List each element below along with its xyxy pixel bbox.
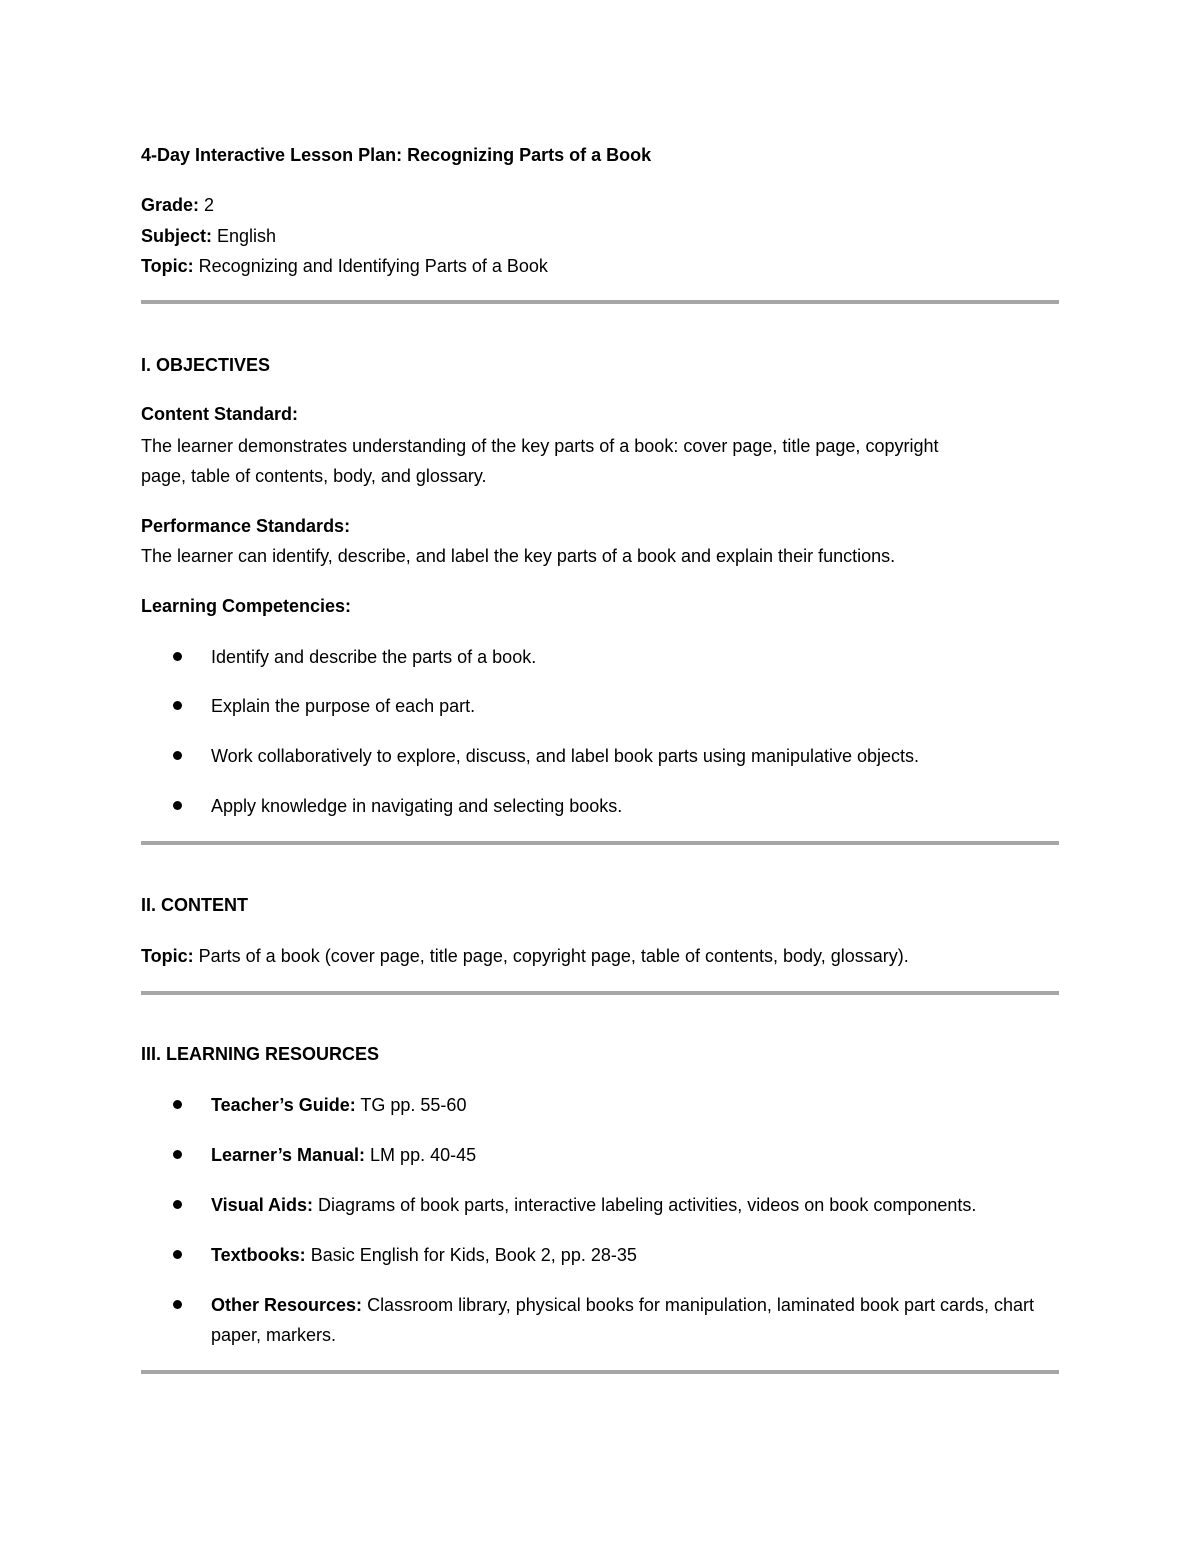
resource-label: Textbooks: xyxy=(211,1245,306,1265)
resource-label: Other Resources: xyxy=(211,1295,363,1315)
bullet-icon xyxy=(173,1150,182,1159)
subject-line xyxy=(141,225,276,247)
divider xyxy=(141,841,1059,845)
divider xyxy=(141,1370,1059,1374)
topic-line xyxy=(141,255,548,277)
bullet-icon xyxy=(173,1100,182,1109)
performance-standards-label: Performance Standards: xyxy=(141,516,351,536)
objectives-heading: I. OBJECTIVES xyxy=(141,355,271,375)
resource-label: Teacher’s Guide: xyxy=(211,1095,356,1115)
bullet-icon xyxy=(173,652,182,661)
list-item-text: Explain the purpose of each part. xyxy=(211,696,476,716)
resource-value: Basic English for Kids, Book 2, pp. 28-35 xyxy=(305,1245,637,1265)
subject-value: English xyxy=(212,226,277,246)
list-item-text: Work collaboratively to explore, discuss, and label book parts using manipulative objects. xyxy=(211,746,920,766)
bullet-icon xyxy=(173,1250,182,1259)
list-item-text xyxy=(211,1290,1061,1350)
list-item-text: Identify and describe the parts of a book. xyxy=(211,647,537,667)
subject-label: Subject: xyxy=(141,226,213,246)
content-topic-label: Topic: xyxy=(141,946,194,966)
content-topic-line xyxy=(141,945,909,967)
topic-label: Topic: xyxy=(141,256,194,276)
resources-heading: III. LEARNING RESOURCES xyxy=(141,1044,380,1064)
content-standard-text-line1: The learner demonstrates understanding of the key parts of a book: cover page, title page, copyright xyxy=(141,436,939,456)
divider xyxy=(141,991,1059,995)
grade-value: 2 xyxy=(199,195,215,215)
bullet-icon xyxy=(173,1300,182,1309)
content-heading: II. CONTENT xyxy=(141,895,248,915)
bullet-icon xyxy=(173,701,182,710)
resource-value: TG pp. 55-60 xyxy=(355,1095,467,1115)
topic-value: Recognizing and Identifying Parts of a Book xyxy=(193,256,548,276)
content-standard-label: Content Standard: xyxy=(141,404,298,424)
divider xyxy=(141,300,1059,304)
learning-competencies-label: Learning Competencies: xyxy=(141,596,352,616)
list-item-text xyxy=(211,1190,1061,1220)
bullet-icon xyxy=(173,1200,182,1209)
resource-value: Diagrams of book parts, interactive labeling activities, videos on book components. xyxy=(313,1195,977,1215)
performance-standards-text: The learner can identify, describe, and label the key parts of a book and explain their functions. xyxy=(141,546,896,566)
resource-value: LM pp. 40-45 xyxy=(365,1145,477,1165)
bullet-icon xyxy=(173,751,182,760)
resource-value: Classroom library, physical books for manipulation, laminated book part cards, chart paper, markers. xyxy=(211,1295,1035,1345)
list-item-text: Apply knowledge in navigating and selecting books. xyxy=(211,796,623,816)
resource-label: Visual Aids: xyxy=(211,1195,314,1215)
list-item-text xyxy=(211,1140,1061,1170)
grade-line xyxy=(141,194,214,216)
list-item-text xyxy=(211,1090,1061,1120)
resource-label: Learner’s Manual: xyxy=(211,1145,366,1165)
grade-label: Grade: xyxy=(141,195,200,215)
bullet-icon xyxy=(173,801,182,810)
content-topic-value: Parts of a book (cover page, title page, copyright page, table of contents, body, glossary). xyxy=(193,946,909,966)
content-standard-text-line2: page, table of contents, body, and glossary. xyxy=(141,466,487,486)
document-title: 4-Day Interactive Lesson Plan: Recognizing Parts of a Book xyxy=(141,145,652,165)
list-item-text xyxy=(211,1240,1061,1270)
